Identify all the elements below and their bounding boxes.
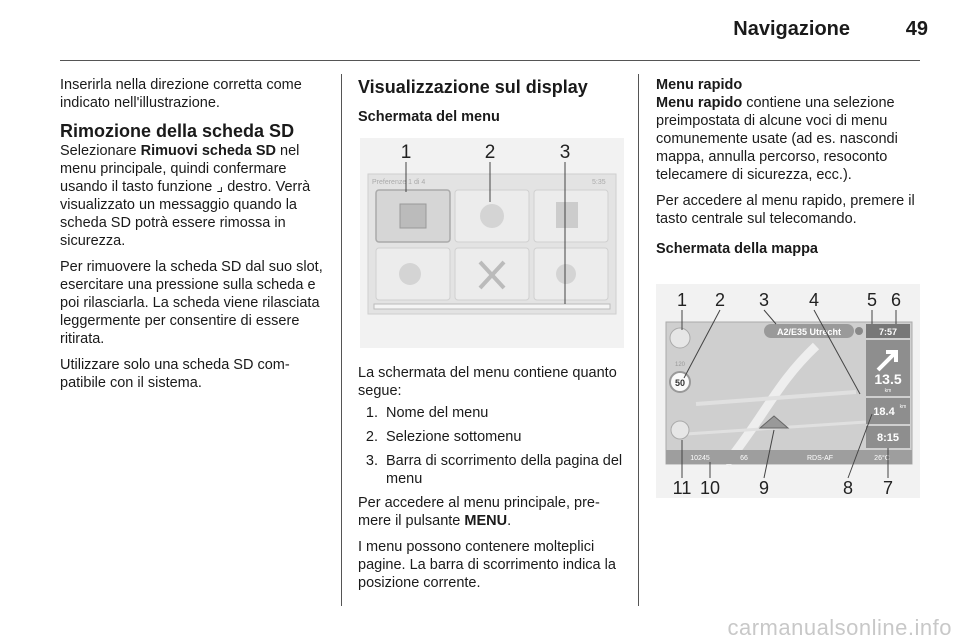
menu-items-list bbox=[358, 404, 624, 488]
map-callout-11: 11 bbox=[672, 478, 692, 498]
column-divider-2 bbox=[638, 74, 639, 606]
map-callout-1: 1 bbox=[676, 290, 688, 310]
map-callout-2: 2 bbox=[714, 290, 726, 310]
map-current-speed: 66 bbox=[740, 455, 748, 462]
map-callout-7: 7 bbox=[882, 478, 894, 498]
map-road-name: A2/E35 Utrecht bbox=[776, 327, 842, 337]
column-2-lower bbox=[358, 364, 624, 600]
column-1 bbox=[60, 76, 328, 400]
map-callout-4: 4 bbox=[808, 290, 820, 310]
map-callout-3: 3 bbox=[758, 290, 770, 310]
subheading-map-screen: Schermata della mappa bbox=[656, 241, 818, 257]
map-speed-limit-upcoming: 120 bbox=[674, 362, 686, 368]
map-callout-6: 6 bbox=[890, 290, 902, 310]
subheading-menu-screen: Schermata del menu bbox=[358, 109, 500, 125]
list-item: 2. Selezione sottomenu bbox=[382, 428, 624, 446]
page-number: 49 bbox=[905, 18, 928, 40]
list-item: 3. Barra di scorrimento della pagina del menu bbox=[382, 452, 624, 488]
map-next-turn-unit: km bbox=[884, 388, 892, 394]
map-callout-5: 5 bbox=[866, 290, 878, 310]
map-rds-status: RDS-AF bbox=[806, 455, 834, 462]
menu-list-intro: La schermata del menu contiene quanto segue: bbox=[358, 365, 617, 399]
map-speed-limit: 50 bbox=[674, 378, 686, 388]
map-callout-10: 10 bbox=[699, 478, 721, 498]
intro-text: Inserirla nella direzione corretta come indicato nell'illustrazione. bbox=[60, 77, 302, 111]
menu-screen-figure bbox=[360, 138, 624, 348]
column-divider-1 bbox=[341, 74, 342, 606]
column-3 bbox=[656, 76, 924, 266]
paragraph-remove-slot: Per rimuovere la scheda SD dal suo slot, esercitare una pressione sulla scheda e poi rilasciarla. La scheda viene rilasciata leggermente per consentire di essere ritirata. bbox=[60, 259, 323, 347]
menu-callout-3: 3 bbox=[559, 142, 571, 163]
list-item: 1. Nome del menu bbox=[382, 404, 624, 422]
header-rule bbox=[60, 60, 920, 61]
paragraph-multiple-pages: I menu possono contenere molteplici pagine. La barra di scorrimento indica la posizione corrente. bbox=[358, 539, 616, 591]
map-remaining-distance: 18.4 bbox=[873, 406, 895, 418]
map-screen-figure bbox=[656, 284, 920, 498]
map-callout-8: 8 bbox=[842, 478, 854, 498]
menu-screen-clock: 5:35 bbox=[592, 179, 606, 186]
paragraph-quick-menu: Menu rapido contiene una selezione preimpostata di alcune voci di menu comunemente usate (ad es. nascondi mappa, annulla percorso, resoconto telecamere di sicurezza, ecc.). bbox=[656, 95, 898, 183]
map-clock: 7:57 bbox=[878, 327, 898, 337]
section-heading-display: Visualizzazione sul display bbox=[358, 77, 588, 97]
map-callout-9: 9 bbox=[758, 478, 770, 498]
menu-screen-title: Preferenze 1 di 4 bbox=[372, 179, 426, 186]
paragraph-compatible: Utilizzare solo una scheda SD compatibile con il sistema. bbox=[60, 357, 290, 391]
subheading-quick-menu: Menu rapido bbox=[656, 77, 743, 93]
paragraph-select-remove: Selezionare Rimuovi scheda SD nel menu principale, quindi confermare usando il tasto funzione ⌟ destro. Verrà visualizzato un messaggio quando la scheda SD potrà essere rimossa in sicurezza. bbox=[60, 143, 311, 249]
map-remaining-unit: km bbox=[899, 404, 907, 410]
column-2 bbox=[358, 76, 624, 134]
section-heading-sd-removal: Rimozione della scheda SD bbox=[60, 121, 295, 141]
map-odometer: 10245 bbox=[690, 455, 710, 462]
map-eta: 8:15 bbox=[876, 432, 900, 444]
map-next-turn-distance: 13.5 bbox=[874, 371, 902, 387]
map-temperature: 26°C bbox=[874, 455, 890, 462]
header-title: Navigazione bbox=[733, 18, 850, 40]
paragraph-quick-menu-access: Per accedere al menu rapido, premere il tasto centrale sul telecomando. bbox=[656, 193, 915, 227]
paragraph-menu-button: Per accedere al menu principale, premere il pulsante MENU. bbox=[358, 495, 600, 529]
menu-callout-2: 2 bbox=[484, 142, 496, 163]
menu-callout-1: 1 bbox=[400, 142, 412, 163]
watermark: carmanualsonline.info bbox=[727, 615, 952, 640]
